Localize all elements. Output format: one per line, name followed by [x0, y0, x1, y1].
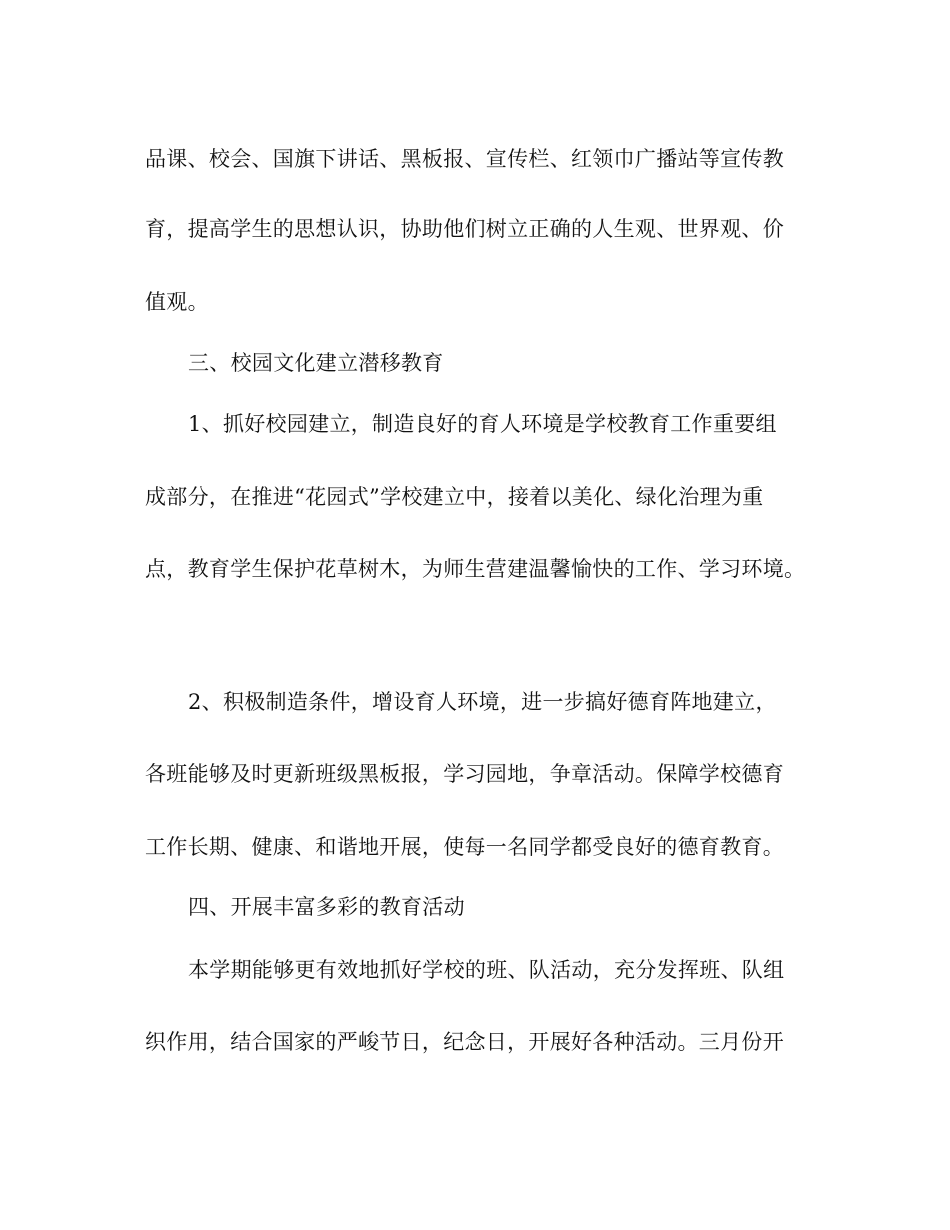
paragraph-line: 2、积极制造条件，增设育人环境，进一步搞好德育阵地建立，	[188, 690, 777, 714]
paragraph-line: 点，教育学生保护花草树木，为师生营建温馨愉快的工作、学习环境。	[145, 557, 806, 581]
section-heading: 四、开展丰富多彩的教育活动	[188, 895, 465, 919]
paragraph-line: 工作长期、健康、和谐地开展，使每一名同学都受良好的德育教育。	[145, 835, 784, 859]
paragraph-line: 各班能够及时更新班级黑板报，学习园地，争章活动。保障学校德育	[145, 762, 784, 786]
paragraph-line: 成部分，在推进“花园式”学校建立中，接着以美化、绿化治理为重	[145, 485, 764, 509]
paragraph-line: 织作用，结合国家的严峻节日，纪念日，开展好各种活动。三月份开	[145, 1030, 784, 1054]
section-heading: 三、校园文化建立潜移教育	[188, 351, 444, 375]
paragraph-line: 值观。	[145, 290, 209, 314]
paragraph-line: 育，提高学生的思想认识，协助他们树立正确的人生观、世界观、价	[145, 217, 784, 241]
paragraph-line: 1、抓好校园建立，制造良好的育人环境是学校教育工作重要组	[188, 412, 777, 436]
paragraph-line: 本学期能够更有效地抓好学校的班、队活动，充分发挥班、队组	[188, 958, 785, 982]
paragraph-line: 品课、校会、国旗下讲话、黑板报、宣传栏、红领巾广播站等宣传教	[145, 147, 784, 171]
